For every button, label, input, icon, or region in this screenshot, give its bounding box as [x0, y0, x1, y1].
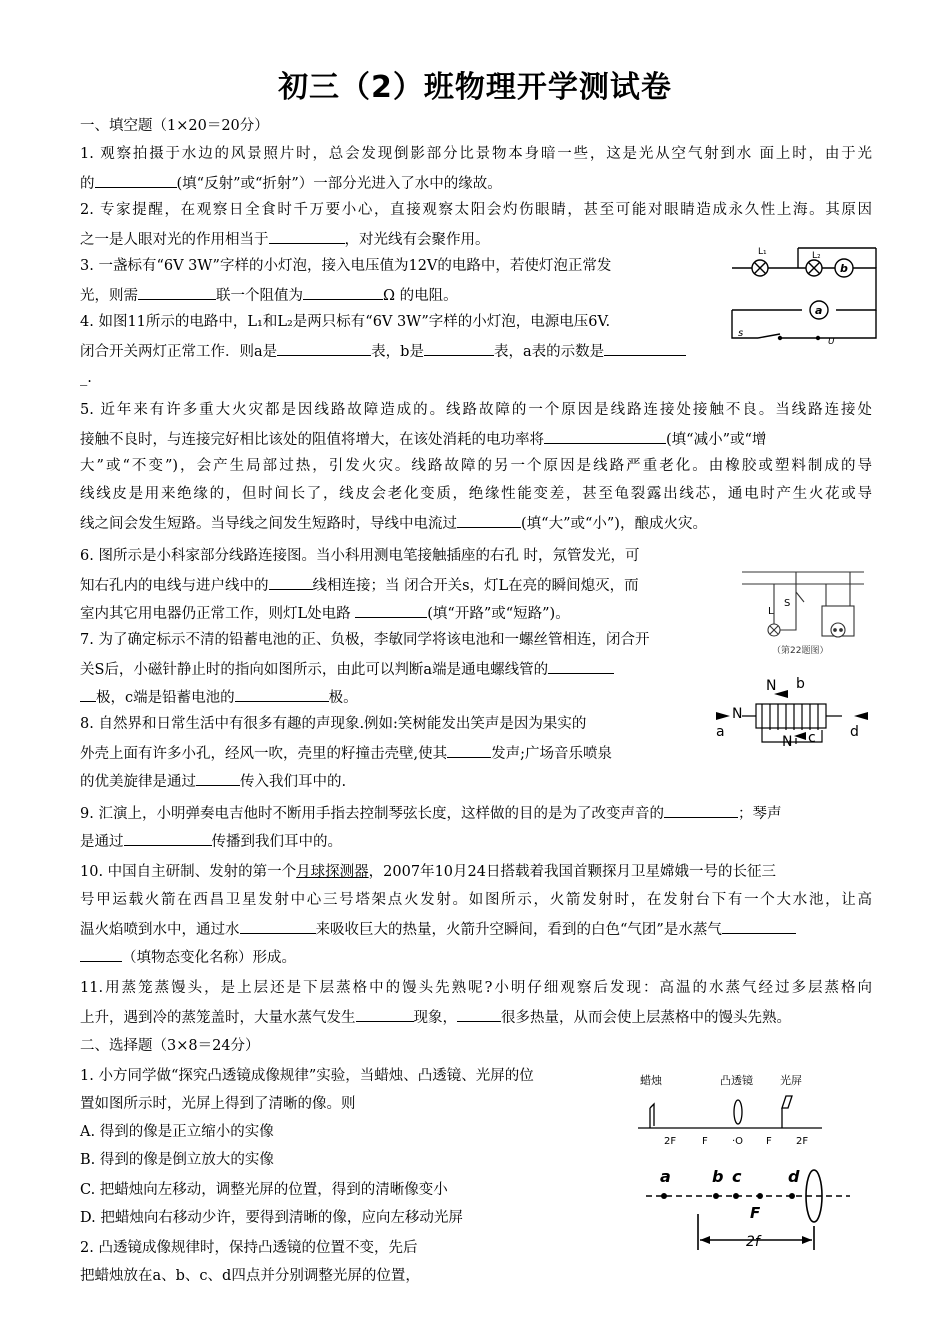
q6-line3: 室内其它用电器仍正常工作，则灯L处电路 (填“开路”或“短路”)。: [80, 602, 570, 624]
needle-n-left: N: [732, 706, 743, 722]
label-2f: 2f: [746, 1234, 760, 1250]
q2-line2: 之一是人眼对光的作用相当于 ，对光线有会聚作用。: [80, 228, 490, 250]
q8-line2: 外壳上面有许多小孔，经风一吹，壳里的籽撞击壳壁,使其 发声;广场音乐喷泉: [80, 742, 612, 764]
q11-line2: 上升，遇到冷的蒸笼盖时，大量水蒸气发生 现象， 很多热量，从而会使上层蒸格中的馒头先熟。: [80, 1006, 791, 1028]
tick-2f-left: 2F: [664, 1136, 677, 1147]
q9-line1: 9. 汇演上，小明弹奏电吉他时不断用手指去控制琴弦长度，这样做的目的是为了改变声音的 ；琴声: [80, 802, 781, 824]
blank[interactable]: [722, 918, 796, 934]
q11-line1: 11.用蒸笼蒸馒头，是上层还是下层蒸格中的馒头先熟呢?小明仔细观察后发现：高温的水蒸气经过多层蒸格向: [80, 980, 872, 996]
q1-line2: 的 (填“反射”或“折射”）一部分光进入了水中的缘故。: [80, 172, 502, 194]
blank[interactable]: [95, 172, 177, 188]
meter-a: a: [815, 304, 823, 317]
mc-q1-line1: 1. 小方同学做“探究凸透镜成像规律”实验，当蜡烛、凸透镜、光屏的位: [80, 1068, 534, 1084]
blank[interactable]: [80, 946, 122, 962]
q7-line1: 7. 为了确定标示不清的铅蓄电池的正、负极，李敏同学将该电池和一螺丝管相连，闭合开: [80, 632, 650, 648]
blank[interactable]: [269, 228, 345, 244]
q5-line5: 线之间会发生短路。当导线之间发生短路时，导线中电流过 (填“大”或“小”)，酿成火灾。: [80, 512, 707, 534]
tick-o: ·O: [732, 1136, 744, 1147]
q6-line2: 知右孔内的电线与进户线中的 线相连接；当 闭合开关s，灯L在亮的瞬间熄灭，而: [80, 574, 639, 596]
blank[interactable]: [355, 602, 427, 618]
blank[interactable]: [447, 742, 491, 758]
section2-heading: 二、选择题（3×8＝24分）: [80, 1038, 260, 1054]
label-c: c: [808, 730, 816, 746]
q3-line2: 光，则需 联一个阻值为 Ω 的电阻。: [80, 284, 458, 306]
solenoid-diagram: [712, 670, 872, 750]
blank[interactable]: [356, 1006, 414, 1022]
q4-line1: 4. 如图11所示的电路中，L₁和L₂是两只标有“6V 3W”字样的小灯泡，电源电压6V.: [80, 314, 611, 330]
blank[interactable]: [269, 574, 313, 590]
blank[interactable]: [548, 658, 614, 674]
label-l1: L₁: [758, 247, 767, 257]
q8-line3: 的优美旋律是通过 传入我们耳中的.: [80, 770, 346, 792]
option-c[interactable]: C. 把蜡烛向左移动，调整光屏的位置，得到的清晰像变小: [80, 1182, 448, 1198]
blank[interactable]: [457, 1006, 501, 1022]
blank[interactable]: [235, 686, 329, 702]
label-u: U: [828, 337, 835, 347]
figure-caption: （第22题图）: [772, 646, 829, 656]
needle-n-bottom: N: [782, 734, 793, 750]
meter-b: b: [840, 262, 848, 275]
mc-q1-line2: 置如图所示时，光屏上得到了清晰的像。则: [80, 1096, 356, 1112]
needle-n-top: N: [766, 678, 777, 694]
blank[interactable]: [457, 512, 521, 528]
blank[interactable]: [544, 428, 666, 444]
label-lamp: L: [768, 606, 774, 617]
point-c: c: [732, 1167, 742, 1186]
q5-line1: 5. 近年来有许多重大火灾都是因线路故障造成的。线路故障的一个原因是线路连接处接触不良。当线路连接处: [80, 402, 872, 418]
q5-line2: 接触不良时，与连接完好相比该处的阻值将增大，在该处消耗的电功率将 (填“减小”或“增: [80, 428, 766, 450]
q1-line1: 1. 观察拍摄于水边的风景照片时，总会发现倒影部分比景物本身暗一些，这是光从空气射到水 面上时，由于光: [80, 146, 872, 162]
q3-line1: 3. 一盏标有“6V 3W”字样的小灯泡，接入电压值为12V的电路中，若使灯泡正常发: [80, 258, 612, 274]
q5-line3: 大”或“不变”)，会产生局部过热，引发火灾。线路故障的另一个原因是线路严重老化。由橡胶或塑料制成的导: [80, 458, 872, 474]
q7-line2: 关S后，小磁针静止时的指向如图所示，由此可以判断a端是通电螺线管的: [80, 658, 614, 680]
q8-line1: 8. 自然界和日常生活中有很多有趣的声现象.例如:笑树能发出笑声是因为果实的: [80, 716, 587, 732]
q2-line1: 2. 专家提醒，在观察日全食时千万要小心，直接观察太阳会灼伤眼睛，甚至可能对眼睛造成永久性上海。其原因: [80, 202, 872, 218]
q9-line2: 是通过 传播到我们耳中的。: [80, 830, 342, 852]
section1-heading: 一、填空题（1×20＝20分）: [80, 118, 269, 134]
label-lens: 凸透镜: [720, 1074, 753, 1087]
label-candle: 蜡烛: [640, 1074, 662, 1087]
label-d: d: [850, 724, 859, 740]
point-b: b: [712, 1167, 724, 1186]
q7-line3: 极，c端是铅蓄电池的 极。: [80, 686, 358, 708]
blank[interactable]: [138, 284, 216, 300]
lens-points-diagram: [642, 1164, 854, 1260]
q5-line4: 线线皮是用来绝缘的，但时间长了，线皮会老化变质，绝缘性能变差，甚至龟裂露出线芯，通电时产生火花或导: [80, 486, 872, 502]
label-l2: L₂: [812, 251, 821, 261]
option-d[interactable]: D. 把蜡烛向右移动少许，要得到清晰的像，应向左移动光屏: [80, 1210, 463, 1226]
q10-line1: 10. 中国自主研制、发射的第一个月球探测器，2007年10月24日搭载着我国首颗探月卫星嫦娥一号的长征三: [80, 864, 776, 880]
label-switch: S: [784, 598, 791, 609]
q10-line2: 号甲运载火箭在西昌卫星发射中心三号塔架点火发射。如图所示，火箭发射时，在发射台下有一个大水池，让高: [80, 892, 872, 908]
blank[interactable]: [196, 770, 240, 786]
option-a[interactable]: A. 得到的像是正立缩小的实像: [80, 1124, 274, 1140]
lens-bench-diagram: [632, 1068, 832, 1150]
label-screen: 光屏: [780, 1074, 802, 1087]
circuit-diagram: [718, 238, 888, 350]
label-focus: F: [750, 1204, 761, 1222]
blank[interactable]: [424, 340, 494, 356]
blank[interactable]: [124, 830, 212, 846]
label-b: b: [796, 676, 805, 692]
blank[interactable]: [80, 686, 96, 702]
tick-2f-right: 2F: [796, 1136, 809, 1147]
q4-line3: _.: [80, 370, 92, 386]
q10-line4: （填物态变化名称）形成。: [80, 946, 296, 968]
mc-q2-line2: 把蜡烛放在a、b、c、d四点并分别调整光屏的位置，: [80, 1268, 420, 1284]
q6-line1: 6. 图所示是小科家部分线路连接图。当小科用测电笔接触插座的右孔 时，氖管发光，可: [80, 548, 640, 564]
tick-f-right: F: [766, 1136, 772, 1147]
mc-q2-line1: 2. 凸透镜成像规律时，保持凸透镜的位置不变，先后: [80, 1240, 418, 1256]
option-b[interactable]: B. 得到的像是倒立放大的实像: [80, 1152, 274, 1168]
tick-f-left: F: [702, 1136, 708, 1147]
wiring-diagram: [738, 558, 868, 658]
q4-line2: 闭合开关两灯正常工作．则a是 表，b是 表，a表的示数是: [80, 340, 686, 362]
label-s: s: [738, 328, 744, 339]
blank[interactable]: [240, 918, 316, 934]
point-a: a: [660, 1167, 671, 1186]
blank[interactable]: [604, 340, 686, 356]
q10-line3: 温火焰喷到水中，通过水 来吸收巨大的热量，火箭升空瞬间，看到的白色“气团”是水蒸气: [80, 918, 796, 940]
blank[interactable]: [277, 340, 371, 356]
blank[interactable]: [664, 802, 738, 818]
blank[interactable]: [303, 284, 383, 300]
label-a: a: [716, 724, 725, 740]
page-title: 初三（2）班物理开学测试卷: [278, 70, 672, 105]
point-d: d: [788, 1167, 800, 1186]
